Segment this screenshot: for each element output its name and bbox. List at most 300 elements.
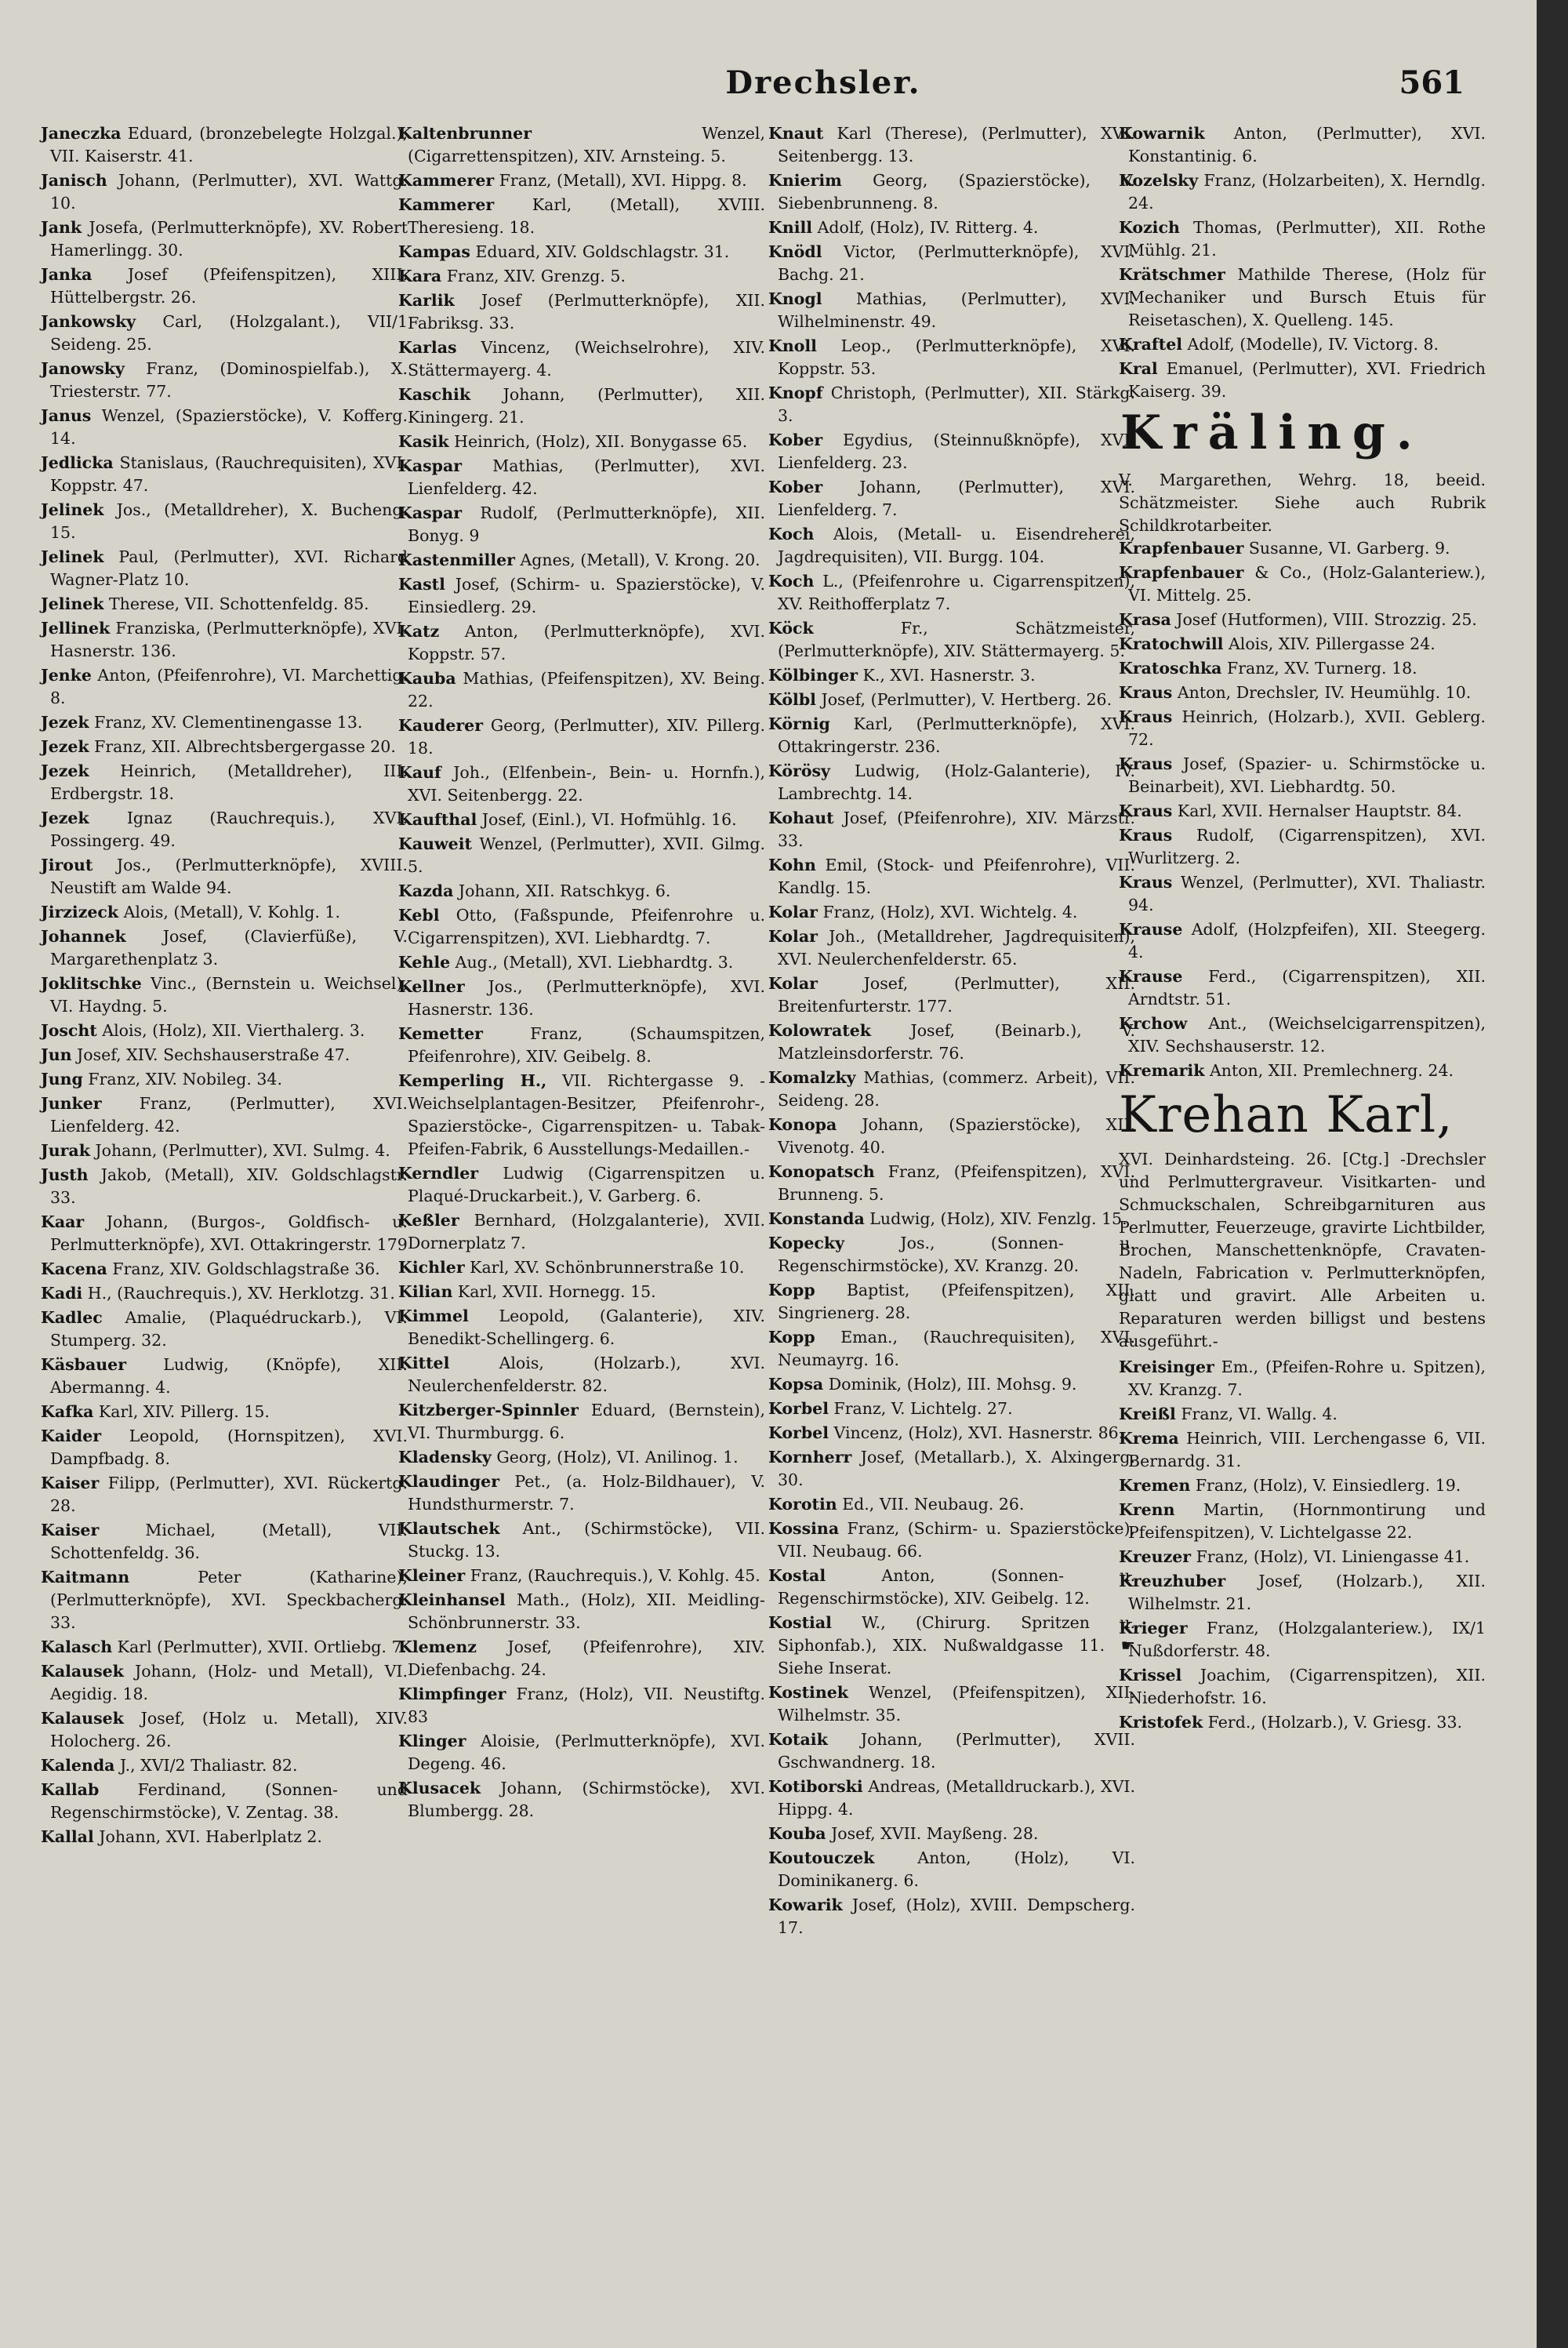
entry-details: Heinrich, (Metalldreher), III. Erdbergstr. 18. <box>50 761 408 803</box>
directory-entry <box>768 1493 1135 1516</box>
entry-details: Anton, (Perlmutterknöpfe), XVI. Koppstr. 57. <box>408 622 765 663</box>
column-4 <box>1119 122 1486 1736</box>
directory-entry <box>1119 1427 1486 1473</box>
directory-entry <box>398 383 765 429</box>
entry-name: Kopp <box>768 1281 815 1299</box>
entry-details: Josef, (Metallarb.), X. Alxingerg. 30. <box>778 1448 1135 1489</box>
entry-details: Franz, (Holz), VI. Liniengasse 41. <box>1191 1547 1470 1566</box>
entry-name: Kostial <box>768 1613 832 1632</box>
entry-name: Janisch <box>41 171 107 190</box>
entry-name: Kopecky <box>768 1234 845 1252</box>
directory-entry <box>1119 800 1486 823</box>
directory-entry <box>41 452 408 497</box>
entry-name: Joscht <box>41 1021 97 1040</box>
entry-details: Anton, Drechsler, IV. Heumühlg. 10. <box>1172 683 1472 702</box>
entry-details: Ant., (Weichselcigarrenspitzen), XIV. Sechshauserstr. 12. <box>1128 1014 1486 1056</box>
entry-name: Kladensky <box>398 1448 492 1467</box>
directory-entry <box>398 880 765 903</box>
entry-name: Kaschik <box>398 385 471 404</box>
entry-details: Josef, (Perlmutter), XII. Breitenfurterstr. 177. <box>778 974 1135 1016</box>
directory-entry <box>41 593 408 616</box>
directory-entry <box>1119 169 1486 215</box>
entry-details: Franz, (Dominospielfab.), X. Triesterstr. 77. <box>50 359 408 401</box>
entry-name: Jelinek <box>41 594 104 613</box>
directory-entry <box>41 169 408 215</box>
entry-details: Amalie, (Plaquédruckarb.), VI. Stumperg. 32. <box>50 1308 408 1350</box>
entry-details: Karl (Perlmutter), XVII. Ortliebg. 7. <box>112 1637 408 1656</box>
directory-entry <box>398 122 765 168</box>
entry-details: Wenzel, (Spazierstöcke), V. Kofferg. 14. <box>50 406 408 448</box>
entry-details: Franz, (Rauchrequis.), V. Kohlg. 45. <box>465 1566 760 1585</box>
entry-details: J., XVI/2 Thaliastr. 82. <box>114 1756 298 1775</box>
entry-details: Josef, (Holz u. Metall), XIV. Holocherg. 26. <box>50 1709 408 1750</box>
entry-details: Mathias, (commerz. Arbeit), VII. Seideng. 28. <box>778 1068 1135 1110</box>
entry-name: Justh <box>41 1165 89 1184</box>
entry-details: & Co., (Holz-Galanteriew.), VI. Mittelg. 25. <box>1128 563 1486 605</box>
entry-name: Kopp <box>768 1328 815 1347</box>
entry-name: Kreuzer <box>1119 1547 1192 1566</box>
entry-name: Kowarik <box>768 1895 843 1914</box>
directory-entry <box>1119 1356 1486 1401</box>
directory-entry <box>398 833 765 878</box>
entry-name: Jezek <box>41 737 89 756</box>
entry-details: Ludwig (Cigarrenspitzen u. Plaqué-Druckarbeit.), V. Garberg. 6. <box>408 1164 765 1205</box>
entry-details: Otto, (Faßspunde, Pfeifenrohre u. Cigarrenspitzen), XVI. Liebhardtg. 7. <box>408 906 765 947</box>
entry-name: Kalasch <box>41 1637 113 1656</box>
entry-details: Johann, (Holz- und Metall), VI. Aegidig. 18. <box>50 1662 408 1703</box>
directory-entry <box>41 499 408 544</box>
entry-details: Baptist, (Pfeifenspitzen), XII. Singrienerg. 28. <box>778 1281 1135 1322</box>
entry-name: Knogl <box>768 289 822 308</box>
entry-name: Kemetter <box>398 1024 483 1043</box>
entry-details: Eduard, XIV. Goldschlagstr. 31. <box>470 242 730 261</box>
entry-name: Krapfenbauer <box>1119 563 1244 582</box>
entry-details: Ant., (Schirmstöcke), VII. Stuckg. 13. <box>408 1519 765 1561</box>
directory-entry <box>398 1162 765 1208</box>
kraling-banner: Kräling. <box>1120 405 1424 460</box>
entry-name: Janowsky <box>41 359 125 378</box>
column-2 <box>398 122 765 1824</box>
entry-details: Franz, (Schirm- u. Spazierstöcke), VII. Neubaug. 66. <box>778 1519 1135 1561</box>
entry-name: Kozelsky <box>1119 171 1199 190</box>
directory-entry <box>768 1612 1135 1680</box>
entry-name: Kouba <box>768 1824 826 1843</box>
directory-entry <box>398 904 765 950</box>
entry-details: Karl, XVII. Hornegg. 15. <box>452 1282 656 1301</box>
entry-details: Pet., (a. Holz-Bildhauer), V. Hundsthurmerstr. 7. <box>408 1472 765 1514</box>
entry-name: Jankowsky <box>41 312 136 331</box>
entry-details: Jos., (Sonnen- u. Regenschirmstöcke), XV. Kranzg. 20. <box>778 1234 1135 1275</box>
entry-details: Anton, XII. Premlechnerg. 24. <box>1204 1061 1454 1080</box>
entry-details: Michael, (Metall), VII. Schottenfeldg. 36. <box>50 1521 408 1562</box>
entry-name: Kitzberger-Spinnler <box>398 1401 579 1419</box>
directory-entry <box>1119 1664 1486 1710</box>
entry-name: Kreuzhuber <box>1119 1572 1226 1590</box>
entry-name: Koutouczek <box>768 1848 875 1867</box>
entry-name: Kebl <box>398 906 440 925</box>
entry-details: Anton, (Pfeifenrohre), VI. Marchettig. 8. <box>50 666 408 707</box>
entry-name: Krause <box>1119 920 1183 939</box>
entry-name: Kaltenbrunner <box>398 124 532 143</box>
entry-name: Kleinhansel <box>398 1590 506 1609</box>
entry-name: Knoll <box>768 336 817 355</box>
entry-name: Kadi <box>41 1284 83 1303</box>
entry-details: Johann, (Perlmutter), XVI. Sulmg. 4. <box>89 1141 390 1160</box>
entry-name: Jellinek <box>41 619 111 638</box>
directory-entry <box>768 713 1135 758</box>
entry-details: Franz, (Schaumspitzen, Pfeifenrohre), XIV. Geibelg. 8. <box>408 1024 765 1066</box>
page-number: 561 <box>1399 64 1465 101</box>
entry-name: Krapfenbauer <box>1119 539 1244 558</box>
directory-entry <box>398 336 765 382</box>
entry-name: Jun <box>41 1045 72 1064</box>
entry-name: Kauderer <box>398 716 484 735</box>
entry-name: Krema <box>1119 1429 1179 1448</box>
directory-entry <box>41 1519 408 1565</box>
entry-name: Kolar <box>768 974 818 993</box>
entry-details: Ludwig, (Holz), XIV. Fenzlg. 15. <box>864 1209 1127 1228</box>
entry-name: Kraus <box>1119 754 1173 773</box>
entry-details: Andreas, (Metalldruckarb.), XVI. Hippg. 4. <box>778 1777 1135 1819</box>
directory-entry <box>1119 1403 1486 1426</box>
directory-entry <box>768 1823 1135 1845</box>
directory-entry <box>768 901 1135 924</box>
entry-name: Kober <box>768 478 823 496</box>
entry-details: Mathias, (Pfeifenspitzen), XV. Being. 22. <box>408 669 765 711</box>
entry-name: Jurak <box>41 1141 90 1160</box>
entry-details: Josef, (Pfeifenrohre), XIV. Märzstr. 33. <box>778 809 1135 850</box>
entry-name: Knaut <box>768 124 824 143</box>
directory-entry <box>768 570 1135 616</box>
directory-entry <box>768 382 1135 427</box>
entry-name: Jirzizeck <box>41 903 119 921</box>
entry-name: Klinger <box>398 1732 466 1750</box>
entry-name: Krenn <box>1119 1500 1175 1519</box>
directory-entry <box>1119 537 1486 560</box>
entry-details: Josef (Pfeifenspitzen), XIII. Hüttelbergstr. 26. <box>50 265 408 307</box>
entry-name: Konopatsch <box>768 1162 875 1181</box>
entry-name: Kaiser <box>41 1474 100 1492</box>
entry-details: Ignaz (Rauchrequis.), XVI. Possingerg. 49. <box>50 809 408 850</box>
entry-name: Konopa <box>768 1115 837 1134</box>
directory-entry <box>41 122 408 168</box>
directory-entry <box>768 664 1135 687</box>
entry-details: Martin, (Hornmontirung und Pfeifenspitzen), V. Lichtelgasse 22. <box>1128 1500 1486 1542</box>
entry-name: Jedlicka <box>41 453 114 472</box>
directory-entry <box>1119 333 1486 356</box>
entry-name: Kalausek <box>41 1709 124 1728</box>
entry-details: Karl, XVII. Hernalser Hauptstr. 84. <box>1172 801 1462 820</box>
entry-name: Kornherr <box>768 1448 852 1467</box>
entry-details: Josef, (Spazier- u. Schirmstöcke u. Beinarbeit), XVI. Liebhardtg. 50. <box>1128 754 1486 796</box>
entry-name: Kellner <box>398 977 465 996</box>
directory-entry <box>398 502 765 547</box>
entry-details: Emil, (Stock- und Pfeifenrohre), VII. Kandlg. 15. <box>778 856 1135 897</box>
entry-details: Josef (Hutformen), VIII. Strozzig. 25. <box>1171 610 1477 629</box>
entry-name: Klimpfinger <box>398 1685 506 1703</box>
directory-entry <box>41 1425 408 1470</box>
entry-name: Kreisinger <box>1119 1358 1214 1376</box>
entry-details: Stanislaus, (Rauchrequisiten), XVI. Koppstr. 47. <box>50 453 408 495</box>
entry-name: Knierim <box>768 171 842 190</box>
directory-entry <box>398 951 765 974</box>
entry-details: Paul, (Perlmutter), XVI. Richard Wagner-Platz 10. <box>50 547 408 589</box>
entry-details: Franz, (Metall), XVI. Hippg. 8. <box>494 171 747 190</box>
directory-entry <box>41 901 408 924</box>
entry-name: Kammerer <box>398 195 495 214</box>
entry-name: Kasik <box>398 432 449 451</box>
entry-name: Kraus <box>1119 826 1173 845</box>
entry-name: Kossina <box>768 1519 840 1538</box>
entry-details: Franz, (Perlmutter), XVI. Lienfelderg. 42. <box>50 1094 408 1136</box>
entry-name: Kratoschka <box>1119 659 1222 678</box>
entry-details: Vincenz, (Weichselrohre), XIV. Stättermayerg. 4. <box>408 338 765 380</box>
entry-name: Janus <box>41 406 92 425</box>
entry-details: Franz, (Holz), VII. Neustiftg. 83 <box>408 1685 765 1726</box>
entry-details: Dominik, (Holz), III. Mohsg. 9. <box>823 1375 1077 1394</box>
entry-name: Jenke <box>41 666 92 685</box>
entry-details: Wenzel, (Perlmutter), XVII. Gilmg. 5. <box>408 834 765 876</box>
directory-entry <box>41 1020 408 1042</box>
entry-details: Karl, (Metall), XVIII. Theresieng. 18. <box>408 195 765 237</box>
directory-entry <box>1119 753 1486 798</box>
entry-details: Josef, (Clavierfüße), V. Margarethenplatz 3. <box>50 927 408 969</box>
directory-entry <box>1119 1499 1486 1544</box>
entry-name: Käsbauer <box>41 1355 127 1374</box>
directory-entry <box>768 1894 1135 1939</box>
directory-entry <box>41 736 408 758</box>
entry-details: Josefa, (Perlmutterknöpfe), XV. Robert Hamerlingg. 30. <box>50 218 408 260</box>
directory-entry <box>768 169 1135 215</box>
entry-details: Ferd., (Holzarb.), V. Griesg. 33. <box>1203 1713 1463 1732</box>
entry-details: Em., (Pfeifen-Rohre u. Spitzen), XV. Kranzg. 7. <box>1128 1358 1486 1399</box>
entry-details: Bernhard, (Holzgalanterie), XVII. Dornerplatz 7. <box>408 1211 765 1252</box>
entry-details: Vinc., (Bernstein u. Weichsel), VI. Haydng. 5. <box>50 974 408 1016</box>
entry-name: Jelinek <box>41 500 104 519</box>
directory-entry <box>398 455 765 500</box>
entry-details: Aloisie, (Perlmutterknöpfe), XVI. Degeng. 46. <box>408 1732 765 1773</box>
directory-entry <box>1119 633 1486 656</box>
entry-name: Kampas <box>398 242 470 261</box>
directory-entry <box>41 1472 408 1517</box>
directory-entry <box>1119 706 1486 751</box>
directory-entry <box>398 1446 765 1469</box>
entry-name: Kraus <box>1119 873 1173 892</box>
directory-entry <box>768 476 1135 522</box>
entry-name: Korbel <box>768 1423 829 1442</box>
entry-details: W., (Chirurg. Spritzen u. Siphonfab.), XIX. Nußwaldgasse 11. ☛ Siehe Inserat. <box>778 1613 1135 1677</box>
entry-details: Leopold, (Galanterie), XIV. Benedikt-Schellingerg. 6. <box>408 1307 765 1348</box>
directory-entry <box>398 1777 765 1823</box>
directory-entry <box>398 1305 765 1350</box>
directory-entry <box>768 807 1135 852</box>
entry-details: Vincenz, (Holz), XVI. Hasnerstr. 86. <box>829 1423 1124 1442</box>
entry-name: Kilian <box>398 1282 453 1301</box>
directory-entry <box>1119 562 1486 607</box>
entry-details: Georg, (Holz), VI. Anilinog. 1. <box>491 1448 739 1467</box>
entry-name: Kolar <box>768 927 818 946</box>
directory-entry <box>1119 1617 1486 1663</box>
directory-entry <box>41 358 408 403</box>
entry-details: Carl, (Holzgalant.), VII/1 Seideng. 25. <box>50 312 408 354</box>
directory-entry <box>398 1256 765 1279</box>
entry-name: Kohn <box>768 856 816 874</box>
entry-name: Krissel <box>1119 1666 1182 1685</box>
directory-entry <box>398 1399 765 1445</box>
entry-name: Kaiser <box>41 1521 100 1539</box>
directory-entry <box>41 1401 408 1423</box>
entry-name: Körösy <box>768 761 830 780</box>
entry-details: L., (Pfeifenrohre u. Cigarrenspitzen), XV. Reithofferplatz 7. <box>778 572 1135 613</box>
entry-name: Korbel <box>768 1399 829 1418</box>
directory-entry <box>1119 1711 1486 1734</box>
directory-entry <box>398 194 765 239</box>
krehan-advert-text: XVI. Deinhardsteing. 26. [Ctg.] -Drechsler und Perlmuttergraveur. Visitkarten- und Schmuckschalen, Schreibgarnituren aus Perlmutter, Feuerzeuge, gravirte Lichtbilder, Brochen, Manschettenknöpfe, Cravaten-Nadeln, Fabrication v. Perlmutterknöpfen, glatt und gravirt. Alle Arbeiten u. Reparaturen werden billigst und bestens ausgeführt.- <box>1119 1150 1486 1350</box>
entry-name: Kafka <box>41 1402 94 1421</box>
directory-entry <box>41 1660 408 1706</box>
directory-entry <box>768 1565 1135 1610</box>
entry-details: Franz, XV. Clementinengasse 13. <box>89 713 363 732</box>
entry-name: Janka <box>41 265 93 284</box>
directory-entry <box>1119 657 1486 680</box>
entry-details: Josef (Perlmutterknöpfe), XII. Fabriksg. 33. <box>408 291 765 333</box>
entry-name: Jezek <box>41 761 89 780</box>
entry-name: Kotiborski <box>768 1777 863 1796</box>
directory-entry <box>398 1352 765 1398</box>
entry-details: Franz, (Holz), V. Einsiedlerg. 19. <box>1190 1476 1461 1495</box>
entry-details: Georg, (Spazierstöcke), V. Siebenbrunneng. 8. <box>778 171 1135 213</box>
entry-name: Kallab <box>41 1780 100 1799</box>
directory-entry <box>41 1164 408 1209</box>
entry-name: Kozich <box>1119 218 1180 237</box>
entry-name: Kalenda <box>41 1756 115 1775</box>
section-title: Drechsler. <box>725 64 921 101</box>
entry-name: Kaufthal <box>398 810 477 829</box>
directory-entry <box>1119 1474 1486 1497</box>
directory-entry <box>768 122 1135 168</box>
entry-details: Egydius, (Steinnußknöpfe), XVI. Lienfelderg. 23. <box>778 431 1135 472</box>
entry-details: Filipp, (Perlmutter), XVI. Rückertg. 28. <box>50 1474 408 1515</box>
entry-name: Kaar <box>41 1212 85 1231</box>
entry-name: Kraus <box>1119 707 1173 726</box>
entry-details: Joh., (Elfenbein-, Bein- u. Hornfn.), XVI. Seitenbergg. 22. <box>408 763 765 805</box>
directory-entry <box>1119 871 1486 917</box>
entry-details: Josef, XVII. Mayßeng. 28. <box>826 1824 1039 1843</box>
entry-details: Franz, (Holzarbeiten), X. Herndlg. 24. <box>1128 171 1486 213</box>
directory-entry <box>768 760 1135 805</box>
entry-name: Kremarik <box>1119 1061 1205 1080</box>
directory-entry <box>41 405 408 450</box>
entry-details: Adolf, (Holz), IV. Ritterg. 4. <box>812 218 1039 237</box>
directory-entry <box>398 1683 765 1728</box>
entry-details: Alois, XIV. Pillergasse 24. <box>1223 634 1436 653</box>
entry-name: Kerndler <box>398 1164 479 1183</box>
entry-details: Rudolf, (Perlmutterknöpfe), XII. Bonyg. 9 <box>408 503 765 545</box>
entry-details: Franz, (Holz), XVI. Wichtelg. 4. <box>817 903 1078 921</box>
entry-name: Jung <box>41 1070 83 1089</box>
directory-entry <box>768 335 1135 380</box>
entry-details: Johann, (Perlmutter), XII. Kiningerg. 21. <box>408 385 765 427</box>
entry-details: Heinrich, (Holzarb.), XVII. Geblerg. 72. <box>1128 707 1486 749</box>
directory-entry <box>41 1707 408 1753</box>
directory-entry <box>41 760 408 805</box>
entry-name: Kraus <box>1119 801 1173 820</box>
entry-details: Franziska, (Perlmutterknöpfe), XVI. Hasnerstr. 136. <box>50 619 408 660</box>
entry-details: Karl, XIV. Pillerg. 15. <box>93 1402 270 1421</box>
directory-entry <box>768 1681 1135 1727</box>
entry-details: Josef, (Pfeifenrohre), XIV. Diefenbachg. 24. <box>408 1637 765 1679</box>
directory-entry <box>41 854 408 900</box>
entry-name: Klusacek <box>398 1779 481 1797</box>
entry-name: Karlas <box>398 338 457 357</box>
entry-name: Kimmel <box>398 1307 469 1325</box>
entry-name: Kostal <box>768 1566 826 1585</box>
directory-entry <box>398 169 765 192</box>
directory-entry <box>768 1398 1135 1420</box>
entry-name: Kolowratek <box>768 1021 871 1040</box>
directory-entry <box>768 689 1135 711</box>
directory-entry <box>768 241 1135 286</box>
entry-name: Junker <box>41 1094 102 1113</box>
entry-details: Johann, (Perlmutter), XVI. Wattg. 10. <box>50 171 408 213</box>
entry-details: Wenzel, (Cigarrettenspitzen), XIV. Arnsteing. 5. <box>408 124 765 165</box>
directory-entry <box>768 1728 1135 1774</box>
entry-details: Alois, (Holzarb.), XVI. Neulerchenfelderstr. 82. <box>408 1354 765 1395</box>
entry-name: Kammerer <box>398 171 495 190</box>
entry-name: Klemenz <box>398 1637 477 1656</box>
directory-entry <box>398 1281 765 1303</box>
entry-details: Mathilde Therese, (Holz für Mechaniker und Bursch Etuis für Reisetaschen), X. Quelleng. 145. <box>1128 265 1486 329</box>
directory-entry <box>41 1779 408 1824</box>
directory-entry <box>41 1258 408 1281</box>
entry-name: Kastenmiller <box>398 551 515 569</box>
entry-name: Kauweit <box>398 834 472 853</box>
entry-name: Kalausek <box>41 1662 124 1681</box>
entry-details: Ferd., (Cigarrenspitzen), XII. Arndtstr. 51. <box>1128 967 1486 1009</box>
entry-details: Rudolf, (Cigarrenspitzen), XVI. Wurlitzerg. 2. <box>1128 826 1486 867</box>
entry-name: Kichler <box>398 1258 465 1277</box>
entry-details: Jakob, (Metall), XIV. Goldschlagstr. 33. <box>50 1165 408 1207</box>
entry-details: Eman., (Rauchrequisiten), XVI. Neumayrg. 16. <box>778 1328 1135 1369</box>
entry-name: Kemperling H., <box>398 1071 547 1090</box>
directory-entry <box>1119 682 1486 704</box>
entry-details: Aug., (Metall), XVI. Liebhardtg. 3. <box>450 953 734 972</box>
entry-details: Mathias, (Perlmutter), XVI. Wilhelminenstr. 49. <box>778 289 1135 331</box>
directory-entry <box>768 854 1135 900</box>
entry-details: Christoph, (Perlmutter), XII. Stärkg. 3. <box>778 383 1135 425</box>
entry-details: Josef, (Perlmutter), V. Hertberg. 26. <box>815 690 1112 709</box>
entry-details: Johann, (Spazierstöcke), XII. Vivenotg. 40. <box>778 1115 1135 1157</box>
entry-name: Kopsa <box>768 1375 824 1394</box>
entry-name: Kristofek <box>1119 1713 1203 1732</box>
directory-entry <box>1119 264 1486 332</box>
entry-name: Komalzky <box>768 1068 856 1087</box>
entry-name: Kraftel <box>1119 335 1183 354</box>
entry-name: Kral <box>1119 359 1158 378</box>
entry-name: Kowarnik <box>1119 124 1205 143</box>
entry-name: Koch <box>768 525 815 543</box>
entry-details: Ferdinand, (Sonnen- und Regenschirmstöcke), V. Zentag. 38. <box>50 1780 408 1822</box>
entry-name: Krause <box>1119 967 1183 986</box>
directory-entry <box>41 711 408 734</box>
directory-entry <box>768 1279 1135 1325</box>
entry-name: Joklitschke <box>41 974 142 993</box>
entry-details: Victor, (Perlmutterknöpfe), XVI. Bachg. 21. <box>778 242 1135 284</box>
entry-details: Leop., (Perlmutterknöpfe), XVI. Koppstr. 53. <box>778 336 1135 378</box>
entry-name: Krasa <box>1119 610 1171 629</box>
entry-details: Franz, XIV. Nobileg. 34. <box>82 1070 282 1089</box>
entry-details: Agnes, (Metall), V. Krong. 20. <box>514 551 760 569</box>
